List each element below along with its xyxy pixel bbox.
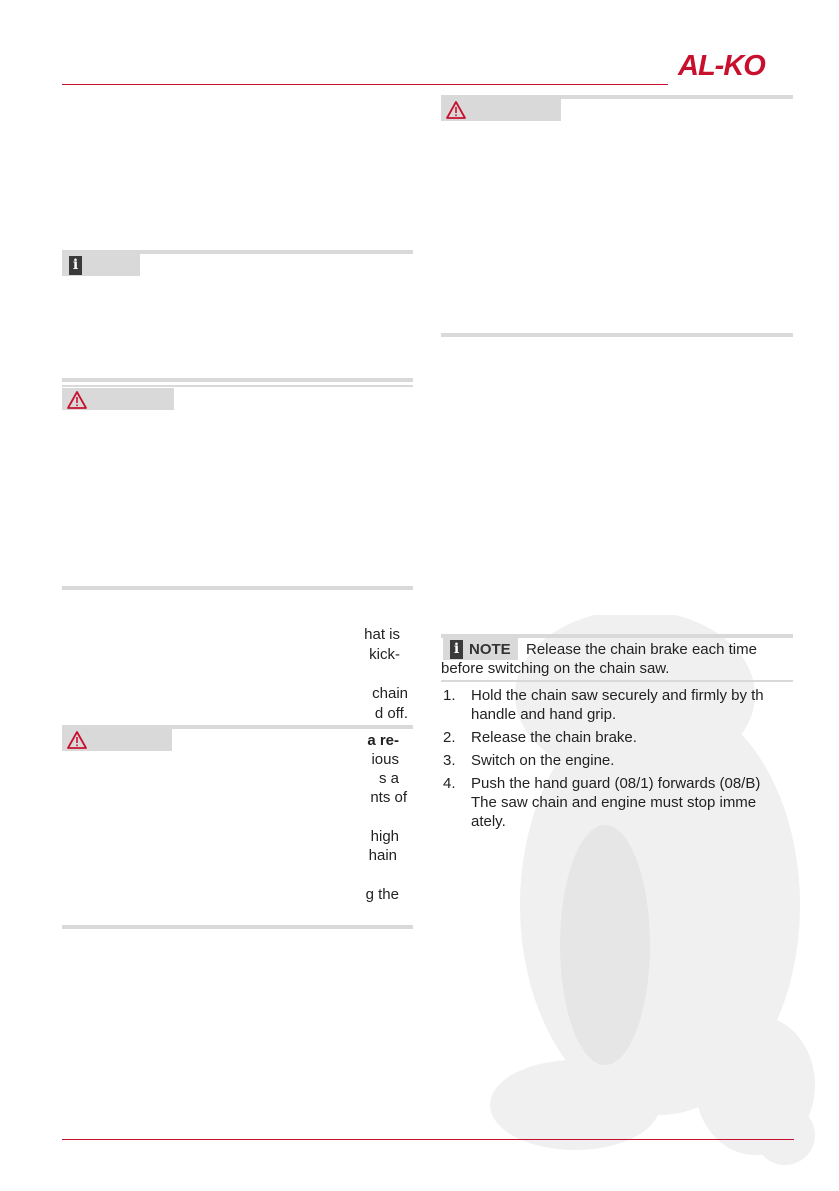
list-item: 2. Release the chain brake.	[443, 729, 637, 746]
info-icon: i	[69, 256, 82, 275]
steps-list	[443, 686, 803, 835]
text-fragment: chain	[372, 685, 408, 702]
brand-logo: AL-KO	[678, 50, 765, 82]
warning-triangle-icon	[66, 730, 88, 750]
text-fragment: kick-	[369, 646, 400, 663]
text-fragment: high	[370, 828, 399, 845]
note-text: Release the chain brake each time	[526, 641, 757, 658]
warning-triangle-icon	[66, 390, 88, 410]
text-fragment: nts of	[370, 789, 407, 806]
warning-triangle-icon	[445, 100, 467, 120]
list-item: 3. Switch on the engine.	[443, 752, 615, 769]
warning2-rule-bottom	[62, 925, 413, 929]
list-item: 1. Hold the chain saw securely and firmly by th handle and hand grip.	[443, 687, 764, 723]
text-fragment: g the	[365, 886, 399, 903]
list-item: 4. Push the hand guard (08/1) forwards (08/B) The saw chain and engine must stop imme ately.	[443, 775, 761, 830]
text-fragment: s a	[378, 770, 399, 787]
note2-rule-bottom	[441, 680, 793, 682]
text-fragment: d off.	[374, 705, 408, 722]
text-fragment: ious	[371, 751, 399, 768]
warning3-rule-bottom	[441, 333, 793, 337]
note-text: before switching on the chain saw.	[441, 660, 670, 677]
footer-rule	[62, 1139, 794, 1140]
text-fragment: hain	[368, 847, 397, 864]
header-rule	[62, 84, 668, 85]
warning-rule-bottom	[62, 586, 413, 590]
warning-rule-sub	[62, 385, 413, 387]
info-icon: i	[450, 640, 463, 659]
note-label: NOTE	[469, 641, 511, 658]
text-fragment: hat is	[364, 626, 400, 643]
text-fragment: a re-	[367, 732, 399, 749]
warning-rule-top	[62, 378, 413, 382]
